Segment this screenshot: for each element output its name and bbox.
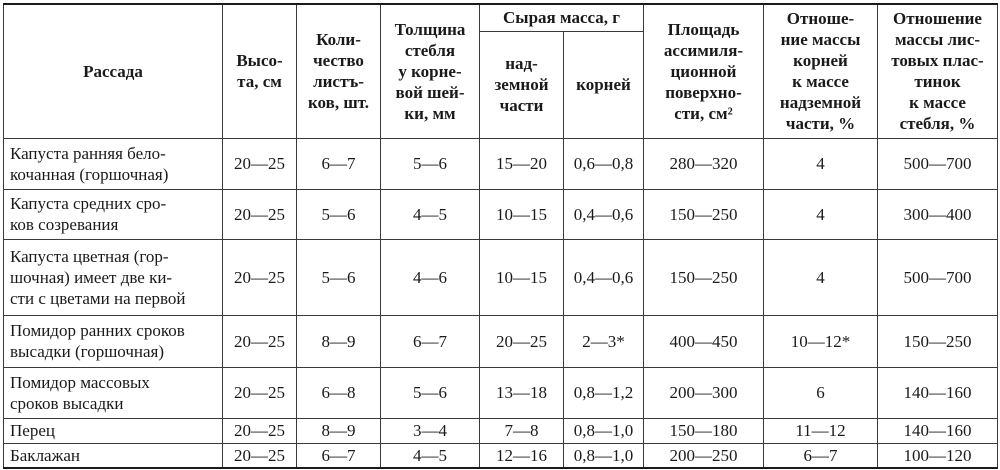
cell-seedling: Капуста ранняя бело- кочанная (горшочная): [4, 138, 223, 189]
cell-leaves: 8—9: [297, 315, 381, 367]
header-aboveground: над- земной части: [480, 31, 564, 138]
cell-leaves: 6—7: [297, 138, 381, 189]
cell-seedling: Помидор ранних сроков высадки (горшочная): [4, 315, 223, 367]
cell-ratio-roots: 6: [764, 367, 878, 418]
cell-area: 150—250: [644, 189, 764, 239]
cell-ratio-roots: 4: [764, 239, 878, 315]
cell-height: 20—25: [223, 418, 297, 443]
cell-aboveground: 20—25: [480, 315, 564, 367]
seedling-table: [3, 3, 998, 469]
cell-height: 20—25: [223, 443, 297, 468]
cell-seedling: Капуста средних сро- ков созревания: [4, 189, 223, 239]
cell-height: 20—25: [223, 239, 297, 315]
cell-area: 150—180: [644, 418, 764, 443]
cell-thickness: 6—7: [381, 315, 480, 367]
cell-height: 20—25: [223, 367, 297, 418]
cell-roots: 2—3*: [564, 315, 644, 367]
cell-aboveground: 13—18: [480, 367, 564, 418]
header-ratio-leaves: Отношение массы лис- товых плас- тинок к массе стебля, %: [878, 4, 998, 138]
cell-leaves: 5—6: [297, 239, 381, 315]
cell-aboveground: 10—15: [480, 189, 564, 239]
cell-ratio-roots: 6—7: [764, 443, 878, 468]
header-seedling: Рассада: [4, 4, 223, 138]
cell-aboveground: 15—20: [480, 138, 564, 189]
table-row: [4, 418, 998, 443]
cell-ratio-leaves: 500—700: [878, 239, 998, 315]
cell-height: 20—25: [223, 189, 297, 239]
table-row: [4, 443, 998, 468]
cell-leaves: 8—9: [297, 418, 381, 443]
header-leaves: Коли- чество листъ- ков, шт.: [297, 4, 381, 138]
cell-leaves: 6—7: [297, 443, 381, 468]
cell-thickness: 4—6: [381, 239, 480, 315]
header-stem-thickness: Толщина стебля у корне- вой шей- ки, мм: [381, 4, 480, 138]
cell-area: 200—250: [644, 443, 764, 468]
cell-area: 400—450: [644, 315, 764, 367]
cell-roots: 0,4—0,6: [564, 239, 644, 315]
cell-roots: 0,4—0,6: [564, 189, 644, 239]
cell-ratio-leaves: 100—120: [878, 443, 998, 468]
cell-aboveground: 7—8: [480, 418, 564, 443]
header-ratio-roots: Отноше- ние массы корней к массе надземной части, %: [764, 4, 878, 138]
cell-seedling: Помидор массовых сроков высадки: [4, 367, 223, 418]
cell-roots: 0,8—1,0: [564, 418, 644, 443]
header-roots: корней: [564, 31, 644, 138]
cell-seedling: Перец: [4, 418, 223, 443]
cell-aboveground: 12—16: [480, 443, 564, 468]
cell-leaves: 5—6: [297, 189, 381, 239]
cell-area: 280—320: [644, 138, 764, 189]
cell-thickness: 4—5: [381, 189, 480, 239]
cell-ratio-roots: 11—12: [764, 418, 878, 443]
cell-thickness: 3—4: [381, 418, 480, 443]
cell-ratio-roots: 4: [764, 189, 878, 239]
cell-thickness: 4—5: [381, 443, 480, 468]
cell-ratio-leaves: 500—700: [878, 138, 998, 189]
header-raw-mass: Сырая масса, г: [480, 4, 644, 31]
cell-thickness: 5—6: [381, 138, 480, 189]
header-height: Высо- та, см: [223, 4, 297, 138]
table-row: [4, 315, 998, 367]
cell-ratio-leaves: 300—400: [878, 189, 998, 239]
cell-ratio-leaves: 140—160: [878, 418, 998, 443]
cell-area: 150—250: [644, 239, 764, 315]
cell-ratio-roots: 4: [764, 138, 878, 189]
cell-ratio-leaves: 140—160: [878, 367, 998, 418]
cell-ratio-leaves: 150—250: [878, 315, 998, 367]
cell-area: 200—300: [644, 367, 764, 418]
table-row: [4, 138, 998, 189]
table-row: [4, 189, 998, 239]
header-area: Площадь ассимиля- ционной поверхно- сти, см²: [644, 4, 764, 138]
table-row: [4, 239, 998, 315]
cell-roots: 0,6—0,8: [564, 138, 644, 189]
cell-roots: 0,8—1,0: [564, 443, 644, 468]
cell-height: 20—25: [223, 315, 297, 367]
cell-height: 20—25: [223, 138, 297, 189]
cell-aboveground: 10—15: [480, 239, 564, 315]
cell-seedling: Баклажан: [4, 443, 223, 468]
table-row: [4, 367, 998, 418]
cell-roots: 0,8—1,2: [564, 367, 644, 418]
cell-leaves: 6—8: [297, 367, 381, 418]
cell-ratio-roots: 10—12*: [764, 315, 878, 367]
cell-seedling: Капуста цветная (гор- шочная) имеет две ки- сти с цветами на первой: [4, 239, 223, 315]
cell-thickness: 5—6: [381, 367, 480, 418]
